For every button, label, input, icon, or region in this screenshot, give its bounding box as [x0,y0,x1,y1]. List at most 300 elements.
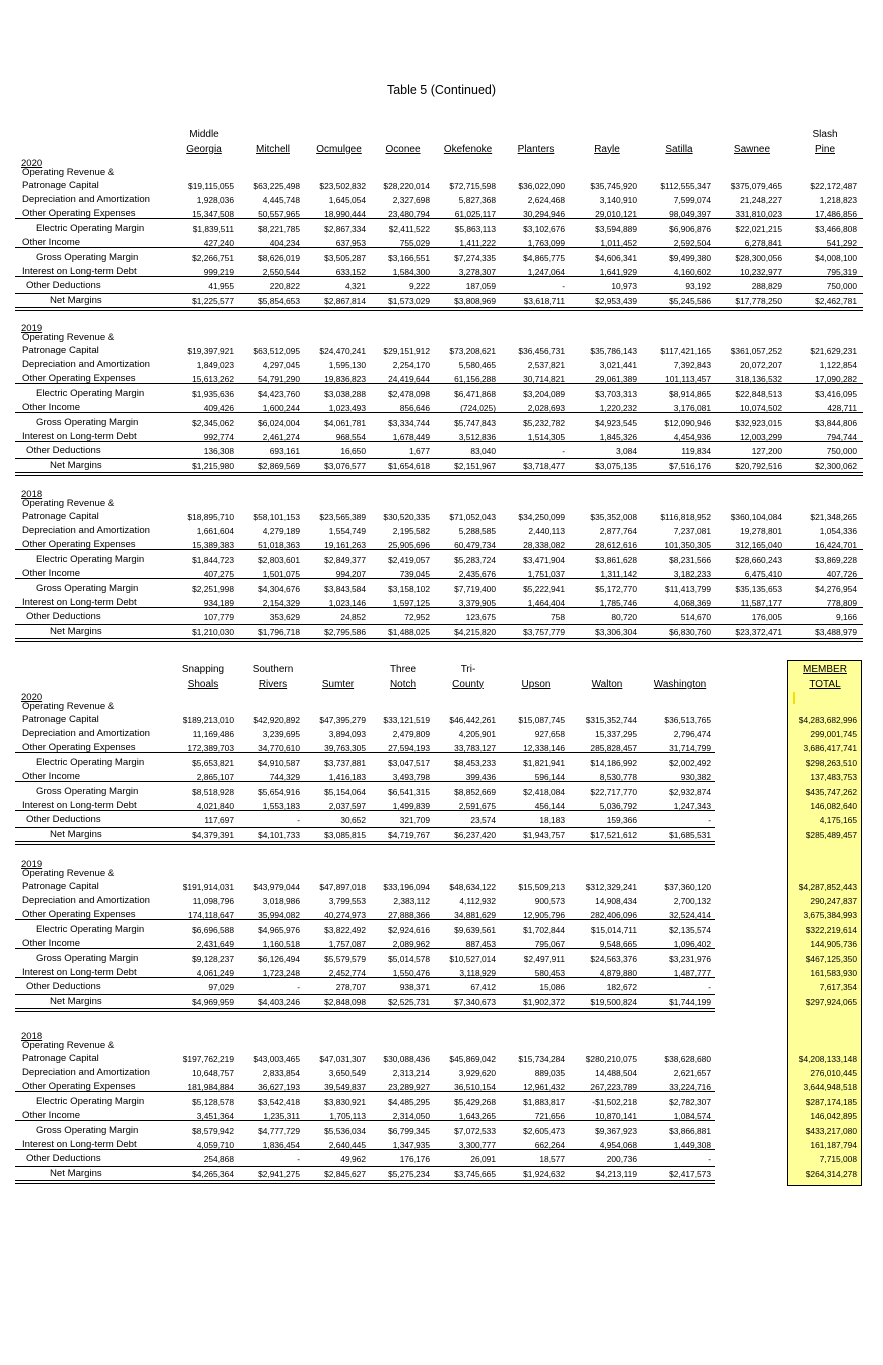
table-cell: $6,024,004 [258,418,300,428]
table-cell: $3,075,135 [595,461,637,471]
table-cell: $37,360,120 [664,882,711,892]
table-cell: 1,501,075 [262,569,300,579]
table-cell: 887,453 [465,939,496,949]
table-cell: 2,028,693 [527,403,565,413]
row-label: Other Income [22,402,81,413]
row-label: Net Margins [50,1168,102,1179]
table-cell: 1,757,087 [328,939,366,949]
table-cell: 27,594,193 [388,743,430,753]
table-cell: $2,411,522 [388,224,430,234]
column-header [496,663,576,692]
table-cell: $4,008,100 [815,253,857,263]
table-cell: $6,906,876 [669,224,711,234]
table-cell: 24,852 [340,612,366,622]
table-cell: $7,072,533 [454,1126,496,1136]
table-cell: $1,902,372 [523,997,565,1007]
table-cell: 1,751,037 [527,569,565,579]
row-label: Depreciation and Amortization [22,728,150,739]
column-header [785,128,865,157]
table-cell: 25,905,696 [388,540,430,550]
table-cell: $4,910,587 [258,758,300,768]
table-cell: 4,059,710 [196,1140,234,1150]
row-label: Operating Revenue & [22,498,115,509]
table-cell: $297,924,065 [805,997,857,1007]
column-header [496,128,576,157]
table-cell: 267,223,789 [590,1082,637,1092]
row-label: Patronage Capital [22,714,99,725]
table-cell: 7,392,843 [673,360,711,370]
table-cell: 2,479,809 [392,729,430,739]
table-cell: $6,696,588 [192,925,234,935]
table-cell: 93,192 [685,281,711,291]
column-header-name: Rayle [594,143,620,155]
table-cell: 187,059 [465,281,496,291]
table-cell: $3,038,288 [324,389,366,399]
table-cell: 2,624,468 [527,195,565,205]
table-cell: 220,822 [269,281,300,291]
table-cell: $23,372,471 [735,627,782,637]
table-cell: $43,003,465 [253,1054,300,1064]
table-cell: - [297,1154,300,1164]
net-rule-top [15,624,863,625]
row-rule [15,781,715,782]
table-cell: 1,723,248 [262,968,300,978]
table-cell: 856,646 [399,403,430,413]
table-cell: 19,836,823 [324,374,366,384]
table-cell: 1,584,300 [392,267,430,277]
table-cell: $4,276,954 [815,584,857,594]
row-rule [15,977,715,978]
table-cell: $24,563,376 [590,954,637,964]
table-cell: 299,001,745 [810,729,857,739]
table-cell: 9,166 [836,612,857,622]
table-cell: $63,225,498 [253,181,300,191]
row-label: Gross Operating Margin [36,786,139,797]
table-cell: - [297,982,300,992]
column-header-line1: Tri- [460,664,476,675]
table-cell: 11,587,177 [740,598,782,608]
table-cell: $360,104,084 [730,512,782,522]
table-cell: $5,654,916 [258,787,300,797]
table-cell: 3,650,549 [328,1068,366,1078]
table-cell: 3,929,620 [458,1068,496,1078]
table-cell: 992,774 [203,432,234,442]
table-cell: $4,287,852,443 [798,882,857,892]
table-cell: $3,861,628 [595,555,637,565]
table-cell: - [708,1154,711,1164]
table-cell: 750,000 [826,281,857,291]
table-cell: 4,879,880 [599,968,637,978]
table-cell: 12,961,432 [523,1082,565,1092]
table-cell: $8,579,942 [192,1126,234,1136]
table-cell: $35,352,008 [590,512,637,522]
table-cell: 428,711 [827,403,857,413]
table-cell: 404,234 [269,238,300,248]
table-cell: 1,449,308 [673,1140,711,1150]
table-cell: $20,792,516 [735,461,782,471]
table-cell: 4,112,932 [459,896,496,906]
column-header-name: Walton [591,678,623,690]
table-cell: $22,172,487 [810,181,857,191]
column-header [639,128,719,157]
row-label: Other Income [22,771,81,782]
row-label: Depreciation and Amortization [22,1067,150,1078]
table-cell: 2,461,274 [262,432,300,442]
table-cell: 3,300,777 [458,1140,496,1150]
table-cell: $2,953,439 [595,296,637,306]
table-cell: $9,499,380 [669,253,711,263]
table-cell: 7,617,354 [819,982,857,992]
table-cell: 30,652 [340,815,366,825]
table-cell: 2,537,821 [527,360,565,370]
table-cell: 10,973 [611,281,637,291]
row-label: Patronage Capital [22,1053,99,1064]
table-cell: $22,848,513 [735,389,782,399]
table-cell: 5,036,792 [599,801,637,811]
table-cell: 101,113,457 [665,374,711,384]
table-cell: 3,894,093 [328,729,366,739]
row-label: Net Margins [50,996,102,1007]
table-cell: 1,645,054 [328,195,366,205]
table-cell: $3,844,806 [815,418,857,428]
table-cell: 795,067 [534,939,565,949]
table-cell: $5,128,578 [192,1097,234,1107]
table-cell: $1,943,757 [523,830,565,840]
table-cell: $2,782,307 [669,1097,711,1107]
table-cell: 4,321 [345,281,366,291]
table-cell: 39,549,837 [324,1082,366,1092]
table-cell: 159,366 [606,815,637,825]
table-cell: 60,479,734 [454,540,496,550]
column-header [163,663,243,692]
column-header-name: Sumter [321,678,355,690]
table-cell: 19,161,263 [324,540,366,550]
row-label: Gross Operating Margin [36,1125,139,1136]
table-cell: $3,466,808 [815,224,857,234]
table-cell: 1,499,839 [392,801,430,811]
table-cell: $10,527,014 [449,954,496,964]
table-cell: $6,830,760 [669,627,711,637]
table-cell: 541,292 [826,238,857,248]
table-cell: 3,512,836 [458,432,496,442]
table-cell: $30,520,335 [383,512,430,522]
net-rule-bottom [15,1180,715,1184]
table-cell: $1,210,030 [192,627,234,637]
table-cell: - [562,281,565,291]
table-cell: $3,488,979 [815,627,857,637]
table-cell: 3,118,929 [459,968,496,978]
table-cell: $32,923,015 [735,418,782,428]
table-cell: 1,160,518 [262,939,300,949]
table-cell: $45,869,042 [449,1054,496,1064]
table-cell: 176,176 [399,1154,430,1164]
table-cell: 10,232,977 [740,267,782,277]
row-label: Electric Operating Margin [36,223,145,234]
table-cell: 161,187,794 [810,1140,857,1150]
table-cell: 72,952 [404,612,430,622]
row-label: Operating Revenue & [22,332,115,343]
table-cell: $3,594,889 [595,224,637,234]
table-cell: 662,264 [534,1140,565,1150]
table-cell: 2,592,504 [673,238,711,248]
table-cell: 755,029 [399,238,430,248]
table-cell: $9,639,561 [454,925,496,935]
row-label: Electric Operating Margin [36,388,145,399]
table-cell: 278,707 [335,982,366,992]
column-header [712,128,792,157]
table-cell: 4,279,189 [262,526,300,536]
table-cell: 739,045 [399,569,430,579]
table-cell: 1,643,265 [458,1111,496,1121]
table-cell: $46,442,261 [449,715,496,725]
table-cell: 27,888,366 [388,910,430,920]
table-cell: 20,072,207 [740,360,782,370]
table-cell: $1,685,531 [669,830,711,840]
table-cell: 318,136,532 [735,374,782,384]
row-label: Depreciation and Amortization [22,359,150,370]
table-cell: 3,379,905 [458,598,496,608]
column-header-line1 [639,128,719,143]
table-cell: 282,406,096 [590,910,637,920]
table-cell: 596,144 [534,772,565,782]
table-cell: $3,618,711 [523,296,565,306]
table-cell: 1,553,183 [262,801,300,811]
table-cell: 1,554,749 [328,526,366,536]
table-cell: $35,135,653 [735,584,782,594]
row-label: Interest on Long-term Debt [22,800,137,811]
table-cell: 117,697 [204,815,234,825]
table-cell: $1,839,511 [192,224,234,234]
table-cell: 744,329 [269,772,300,782]
table-cell: 161,583,930 [810,968,857,978]
table-cell: 4,297,045 [262,360,300,370]
table-cell: $6,237,420 [454,830,496,840]
table-cell: 927,658 [534,729,565,739]
table-cell: 2,254,170 [392,360,430,370]
table-cell: 28,612,616 [595,540,637,550]
table-cell: $5,172,770 [595,584,637,594]
table-cell: 54,791,290 [258,374,300,384]
table-cell: $2,848,098 [324,997,366,1007]
table-cell: 4,068,369 [673,598,711,608]
net-rule-bottom [15,841,715,845]
table-cell: $4,423,760 [258,389,300,399]
table-cell: $21,348,265 [810,512,857,522]
table-cell: 10,074,502 [740,403,782,413]
table-cell: $1,744,199 [669,997,711,1007]
table-cell: $285,489,457 [805,830,857,840]
row-label: Other Income [22,938,81,949]
table-cell: $47,897,018 [319,882,366,892]
year-label: 2018 [21,489,43,500]
table-cell: 34,770,610 [258,743,300,753]
table-cell: 312,165,040 [735,540,782,550]
table-cell: 1,411,222 [459,238,496,248]
table-cell: 1,597,125 [392,598,430,608]
table-cell: $3,745,665 [454,1169,496,1179]
row-label: Other Deductions [26,981,101,992]
table-cell: $4,304,676 [258,584,300,594]
table-cell: 15,389,383 [192,540,234,550]
row-rule [15,578,863,579]
table-cell: 144,905,736 [810,939,857,949]
table-cell: 80,720 [611,612,637,622]
table-cell: 4,454,936 [673,432,711,442]
row-rule [15,218,863,219]
table-cell: $33,121,519 [383,715,430,725]
table-cell: 61,025,117 [454,209,496,219]
table-cell: $2,417,573 [669,1169,711,1179]
table-cell: 1,084,574 [673,1111,711,1121]
table-cell: $197,762,219 [182,1054,234,1064]
table-cell: - [562,446,565,456]
column-header-name: Oconee [385,143,421,155]
table-cell: 6,475,410 [744,569,782,579]
table-cell: 15,086 [539,982,565,992]
table-cell: $298,263,510 [805,758,857,768]
member-total-header [785,663,865,692]
table-cell: $2,869,569 [258,461,300,471]
table-cell: 1,011,452 [600,238,637,248]
table-cell: 172,389,703 [187,743,234,753]
table-cell: $4,606,341 [595,253,637,263]
table-cell: $4,101,733 [258,830,300,840]
table-cell: $15,509,213 [518,882,565,892]
table-cell: $28,660,243 [735,555,782,565]
row-label: Gross Operating Margin [36,417,139,428]
table-cell: $2,002,492 [669,758,711,768]
table-cell: 1,849,023 [196,360,234,370]
table-cell: $3,047,517 [388,758,430,768]
row-rule [15,1149,715,1150]
table-cell: 15,337,295 [595,729,637,739]
table-cell: $14,186,992 [590,758,637,768]
table-cell: 778,809 [826,598,857,608]
table-cell: 15,347,508 [192,209,234,219]
table-cell: 409,426 [203,403,234,413]
table-cell: $4,215,820 [454,627,496,637]
table-cell: $5,854,653 [258,296,300,306]
table-cell: $2,867,334 [324,224,366,234]
table-cell: 17,090,282 [815,374,857,384]
table-cell: 18,990,444 [324,209,366,219]
table-cell: $5,275,234 [388,1169,430,1179]
table-cell: $4,965,976 [258,925,300,935]
table-cell: 2,640,445 [328,1140,366,1150]
table-cell: $2,419,057 [388,555,430,565]
table-cell: $43,979,044 [253,882,300,892]
table-cell: $3,416,095 [815,389,857,399]
row-label: Net Margins [50,626,102,637]
table-cell: $8,914,865 [669,389,711,399]
row-label: Operating Revenue & [22,868,115,879]
table-cell: 1,550,476 [392,968,430,978]
table-cell: 934,189 [203,598,234,608]
table-cell: $24,470,241 [319,346,366,356]
net-rule-top [15,458,863,459]
table-cell: $33,196,094 [383,882,430,892]
table-cell: $28,220,014 [383,181,430,191]
table-cell: 4,445,748 [262,195,300,205]
row-label: Depreciation and Amortization [22,194,150,205]
table-cell: 19,278,801 [740,526,782,536]
table-cell: $5,536,034 [324,1126,366,1136]
table-cell: 2,037,597 [328,801,366,811]
table-cell: 1,218,823 [819,195,857,205]
year-label: 2019 [21,323,43,334]
table-cell: $6,541,315 [388,787,430,797]
table-cell: 50,557,965 [258,209,300,219]
table-cell: $5,283,724 [454,555,496,565]
table-cell: $3,306,304 [595,627,637,637]
table-cell: $71,052,043 [449,512,496,522]
table-cell: 1,661,604 [196,526,234,536]
table-cell: $5,747,843 [454,418,496,428]
column-header-name: Upson [521,678,551,690]
table-cell: $3,866,881 [669,1126,711,1136]
table-cell: 7,715,008 [819,1154,857,1164]
table-cell: $42,920,892 [253,715,300,725]
net-rule-bottom [15,638,863,642]
table-cell: 1,836,454 [262,1140,300,1150]
table-cell: 795,319 [826,267,857,277]
table-cell: $2,803,601 [258,555,300,565]
table-cell: 3,176,081 [673,403,711,413]
table-cell: 1,487,777 [673,968,711,978]
table-cell: 39,763,305 [324,743,366,753]
year-label: 2020 [21,158,43,169]
table-cell: 16,424,701 [815,540,857,550]
row-label: Other Income [22,237,81,248]
table-cell: 146,082,640 [810,801,857,811]
table-cell: $2,605,473 [523,1126,565,1136]
table-cell: $22,717,770 [590,787,637,797]
table-cell: $3,703,313 [595,389,637,399]
table-cell: $1,225,577 [192,296,234,306]
table-cell: $22,021,215 [735,224,782,234]
table-cell: $35,745,920 [590,181,637,191]
table-cell: 285,828,457 [590,743,637,753]
table-cell: 136,308 [203,446,234,456]
table-cell: 49,962 [340,1154,366,1164]
table-cell: 17,486,856 [815,209,857,219]
table-cell: $435,747,262 [805,787,857,797]
table-cell: $4,969,959 [192,997,234,1007]
table-cell: $1,883,817 [523,1097,565,1107]
table-cell: 693,161 [269,446,300,456]
row-label: Other Deductions [26,280,101,291]
column-header-name: Planters [517,143,555,155]
table-cell: $3,471,904 [523,555,565,565]
table-cell: 36,510,154 [454,1082,496,1092]
table-cell: 407,726 [826,569,857,579]
table-cell: $4,213,119 [595,1169,637,1179]
table-cell: $322,219,614 [805,925,857,935]
member-header-line2: TOTAL [809,678,841,690]
table-cell: 1,220,232 [599,403,637,413]
table-cell: $5,232,782 [523,418,565,428]
table-cell: 1,347,935 [392,1140,430,1150]
table-cell: 2,327,698 [392,195,430,205]
row-label: Other Operating Expenses [22,373,136,384]
table-cell: $2,867,814 [324,296,366,306]
row-label: Patronage Capital [22,345,99,356]
table-cell: $2,932,874 [669,787,711,797]
table-cell: $3,231,976 [669,954,711,964]
table-cell: $34,250,099 [518,512,565,522]
column-header [640,663,720,692]
table-cell: $1,573,029 [388,296,430,306]
